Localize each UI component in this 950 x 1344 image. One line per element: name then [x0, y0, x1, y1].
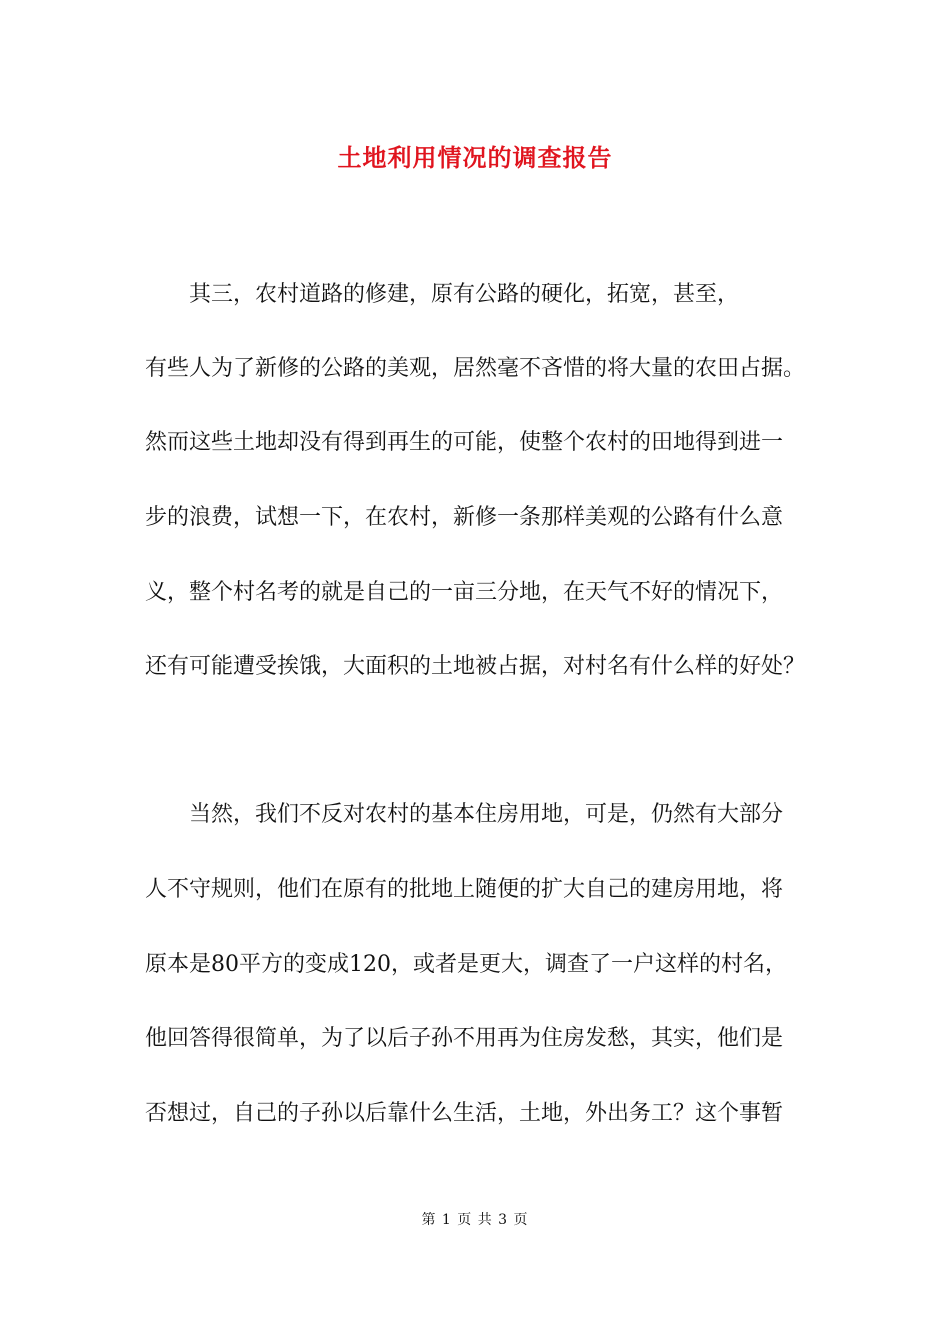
paragraph-line: 其三，农村道路的修建，原有公路的硬化，拓宽，甚至，	[145, 282, 740, 307]
paragraph-line: 他回答得很简单，为了以后子孙不用再为住房发愁，其实，他们是	[145, 1026, 784, 1051]
paragraph-line: 有些人为了新修的公路的美观，居然毫不吝惜的将大量的农田占据。	[145, 356, 806, 381]
page-footer: 第 1 页 共 3 页	[421, 1212, 529, 1228]
paragraph-line: 原本是80平方的变成120，或者是更大，调查了一户这样的村名，	[145, 952, 787, 977]
paragraph-line: 还有可能遭受挨饿，大面积的土地被占据，对村名有什么样的好处？	[145, 654, 806, 679]
paragraph-line: 当然，我们不反对农村的基本住房用地，可是，仍然有大部分	[145, 802, 784, 827]
paragraph-line: 步的浪费，试想一下，在农村，新修一条那样美观的公路有什么意	[145, 505, 784, 530]
paragraph-line: 否想过，自己的子孙以后靠什么生活，土地，外出务工？这个事暂	[145, 1101, 784, 1126]
paragraph-line: 然而这些土地却没有得到再生的可能，使整个农村的田地得到进一	[145, 430, 784, 455]
paragraph-line: 人不守规则，他们在原有的批地上随便的扩大自己的建房用地，将	[145, 877, 784, 902]
paragraph-line: 义，整个村名考的就是自己的一亩三分地，在天气不好的情况下，	[145, 580, 784, 605]
document-title: 土地利用情况的调查报告	[337, 143, 613, 172]
